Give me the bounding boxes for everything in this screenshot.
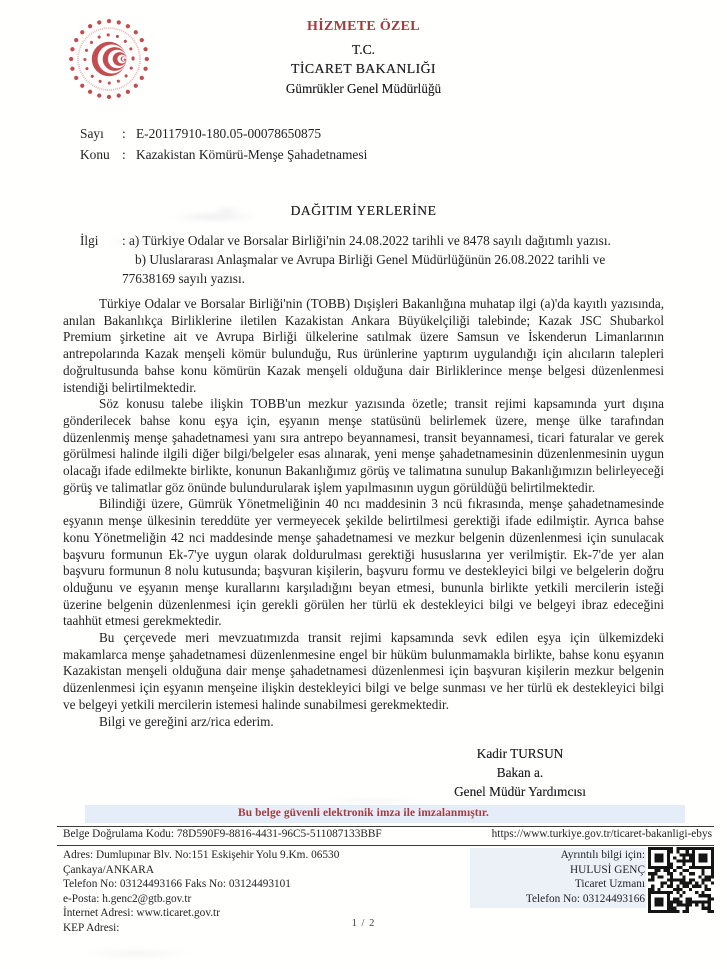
reference-lines (122, 231, 611, 288)
address-line-2: Çankaya/ANKARA (63, 863, 154, 876)
recipient-line: DAĞITIM YERLERİNE (290, 203, 437, 218)
address-line-1: Adres: Dumlupınar Blv. No:151 Eskişehir Yolu 9.Km. 06530 (63, 849, 340, 861)
republic-label: T.C. (352, 42, 375, 57)
konu-value: Kazakistan Kömürü-Menşe Şahadetnamesi (136, 147, 368, 162)
contact-phone: Telefon No: 03124493166 (525, 892, 645, 905)
konu-label: Konu (80, 147, 110, 162)
verification-row (63, 828, 712, 840)
page-number: 1 / 2 (351, 918, 376, 929)
contact-heading: Ayrıntılı bilgi için: (560, 849, 645, 861)
phone-fax-line: Telefon No: 03124493166 Faks No: 03124493101 (63, 878, 291, 890)
directorate-title: Gümrükler Genel Müdürlüğü (285, 81, 442, 96)
contact-name: HULUSİ GENÇ (570, 863, 645, 876)
sayi-label: Sayı (80, 126, 104, 141)
signer-title: Genel Müdür Yardımcısı (454, 784, 586, 799)
classification-label: HİZMETE ÖZEL (307, 19, 420, 34)
kep-line: KEP Adresi: (63, 921, 120, 934)
verification-url: https://www.turkiye.gov.tr/ticaret-bakanligi-ebys (491, 828, 712, 840)
sayi-value: E-20117910-180.05-00078650875 (136, 126, 322, 141)
reference-line-b: b) Uluslararası Anlaşmalar ve Avrupa Birliği Genel Müdürlüğünün 26.08.2022 tarihli ve (135, 252, 606, 267)
signature-block (395, 744, 645, 801)
sayi-row (80, 123, 367, 144)
letter-body (63, 296, 664, 730)
footer-divider-middle (57, 845, 714, 846)
footer-divider-top (57, 826, 714, 827)
paragraph: Söz konusu talebe ilişkin TOBB'un mezkur yazısında özetle; transit rejimi kapsamında yurt dışına gönderilecek bahse konu eşya için, eşyanın menşe statüsünü belirlemek üzere, menşe ülke tarafından düzenlenmiş menşe şahadetnamesi yanı sıra antrepo beyannamesi, transit beyannamesi, ticari faturalar ve gerek görülmesi halinde ilgili diğer bilgi/belgeler esas alınarak, yeni menşe şahadetnamesinin düzenlenmesinin uygun olacağı ifade edilmekte birlikte, konunun Bakanlığımız görüş ve talimatına sunulup Bakanlığımızın belirleyeceği görüş ve talimatlar göz önünde bulundurularak işlem yapılmasının uygun görüldüğü belirtilmektedir. (63, 396, 664, 495)
reference-line-b2: 77638169 sayılı yazısı. (122, 271, 245, 286)
konu-row (80, 144, 367, 165)
document-meta (80, 123, 367, 165)
signer-on-behalf: Bakan a. (496, 765, 544, 780)
signer-name: Kadir TURSUN (476, 746, 564, 761)
closing-line: Bilgi ve gereğini arz/rica ederim. (99, 713, 274, 729)
esign-notice: Bu belge güvenli elektronik imza ile imzalanmıştır. (238, 807, 489, 819)
qr-code (648, 847, 714, 913)
contact-block (395, 848, 645, 906)
contact-title: Ticaret Uzmanı (574, 878, 645, 890)
reference-block (80, 231, 611, 288)
reference-label: İlgi (80, 233, 99, 248)
scan-smudge (58, 946, 218, 961)
konu-separator: : (122, 147, 126, 162)
paragraph: Bu çerçevede meri mevzuatımızda transit rejimi kapsamında sevk edilen eşya için ülkemizdeki makamlarca menşe şahadetnamesi düzenlenmesine engel bir hüküm bulunmamakla birlikte, bahse konu eşyanın Kazakistan menşeli olduğuna dair menşe şahadetnamesi düzenlenmesi için başvuran kişilerin mezkur belgenin düzenlenmesi için eşyanın menşeine ilişkin destekleyici bilgi ve belge sunması ve her türlü ek destekleyici bilgi ve belgeyi yetkili mercilerin istemesi halinde sunabilmesi gerekmektedir. (63, 630, 664, 712)
email-line: e-Posta: h.genc2@gtb.gov.tr (63, 892, 192, 905)
ministry-title: TİCARET BAKANLIĞI (291, 61, 436, 76)
sayi-separator: : (122, 126, 126, 141)
reference-line-a: : a) Türkiye Odalar ve Borsalar Birliği'nin 24.08.2022 tarihli ve 8478 sayılı dağıtımlı yazısı. (122, 233, 611, 248)
paragraph: Bilindiği üzere, Gümrük Yönetmeliğinin 40 ncı maddesinin 3 ncü fıkrasında, menşe şahadetnamesinde eşyanın menşe ülkesinin tereddüte yer vermeyecek şekilde belirtilmesi gerektiği ifade edilmiştir. Ayrıca bahse konu Yönetmeliğin 42 nci maddesinde menşe şahadetnamesi ve mezkur belgenin düzenlenmesi için sunulacak başvuru formunun Ek-7'ye uygun olarak doldurulması gerektiği hususlarına yer verilmiştir. Ek-7'de yer alan başvuru formunun 8 nolu kutusunda; başvuran kişilerin, başvuru formu ve destekleyici bilgi ve belgelerin doğru olduğunu ve eşyanın menşe kurallarını karşıladığını beyan etmesi, bununla birlikte yetkili mercilerin isteği üzerine belgenin düzenlenmesi için gerekli görülen her türlü ek destekleyici bilgi ve belgeyi ibraz edeceğini taahhüt etmesi gerekmektedir. (63, 496, 664, 629)
paragraph: Türkiye Odalar ve Borsalar Birliği'nin (TOBB) Dışişleri Bakanlığına muhatap ilgi (a)'da kayıtlı yazısında, anılan Bakanlıkça Birliklerine iletilen Kazakistan Ankara Büyükelçiliği talebinde; Kazak JSC Shubarkol Premium şirketine ait ve Avrupa Birliği ülkelerine satılmak üzere Samsun ve İskenderun Limanlarının antrepolarında Kazak menşeli kömür bulunduğu, Rus ürünlerine yaptırım uygulandığı için alıcıların talepleri doğrultusunda bahse konu kömürün Kazak menşeli olduğuna dair Birliklerince menşe belgesi düzenlenmesi istendiği belirtilmektedir. (63, 296, 664, 395)
website-line: İnternet Adresi: www.ticaret.gov.tr (63, 907, 220, 919)
verification-code: Belge Doğrulama Kodu: 78D590F9-8816-4431-96C5-511087133BBF (63, 828, 382, 840)
